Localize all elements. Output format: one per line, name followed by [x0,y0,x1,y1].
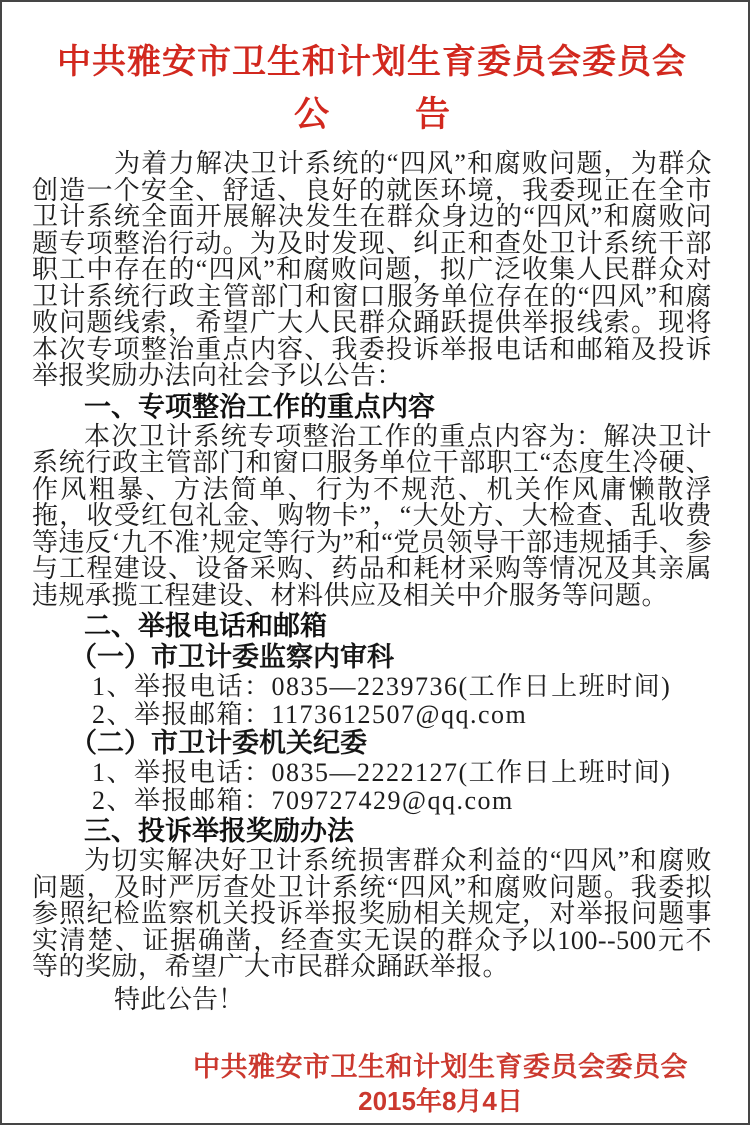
signature-block [193,1050,688,1118]
section-2-heading: 二、举报电话和邮箱 [84,611,327,641]
signature-date: 2015年8月4日 [358,1085,523,1116]
closing-line: 特此公告！ [114,984,245,1014]
subsection-1-email-line: 2、举报邮箱：1173612507@qq.com [92,699,528,729]
subsection-2-email-line: 2、举报邮箱：709727429@qq.com [92,785,514,815]
section-1-heading: 一、专项整治工作的重点内容 [84,391,435,422]
notice-heading [32,94,712,136]
page-title: 中共雅安市卫生和计划生育委员会委员会 [57,43,687,81]
subsection-2-phone-line: 1、举报电话：0835—2222127(工作日上班时间) [92,758,672,787]
subsection-2-title: （二）市卫计委机关纪委 [70,728,367,758]
notice-heading-char-left: 公 [293,95,329,134]
subsection-1-title: （一）市卫计委监察内审科 [70,642,394,672]
intro-paragraph: 为着力解决卫计系统的“四风”和腐败问题，为群众创造一个安全、舒适、良好的就医环境，我委现正在全市卫计系统全面开展解决发生在群众身边的“四风”和腐败问题专项整治行动。为及时发现、纠正和查处卫计系统干部职工中存在的“四风”和腐败问题，拟广泛收集人民群众对卫计系统行政主管部门和窗口服务单位存在的“四风”和腐败问题线索，希望广大人民群众踊跃提供举报线索。现将本次专项整治重点内容、我委投诉举报电话和邮箱及投诉举报奖励办法向社会予以公告： [32,149,712,390]
subsection-1-phone-line: 1、举报电话：0835—2239736(工作日上班时间) [92,672,672,701]
section-1-body: 本次卫计系统专项整治工作的重点内容为：解决卫计系统行政主管部门和窗口服务单位干部职工“态度生冷硬、作风粗暴、方法简单、行为不规范、机关作风庸懒散浮拖，收受红包礼金、购物卡”，“大处方、大检查、乱收费等违反‘九不准’规定等行为”和“党员领导干部违规插手、参与工程建设、设备采购、药品和耗材采购等情况及其亲属违规承揽工程建设、材料供应及相关中介服务等问题。 [32,421,712,610]
signature-org: 中共雅安市卫生和计划生育委员会委员会 [193,1051,688,1082]
section-3-heading: 三、投诉举报奖励办法 [84,816,354,846]
section-3-body: 为切实解决好卫计系统损害群众利益的“四风”和腐败问题，及时严厉查处卫计系统“四风”和腐败问题。我委拟参照纪检监察机关投诉举报奖励相关规定，对举报问题事实清楚、证据确凿，经查实无误的群众予以100--500元不等的奖励，希望广大市民群众踊跃举报。 [32,846,712,981]
notice-heading-char-right: 告 [415,95,451,134]
